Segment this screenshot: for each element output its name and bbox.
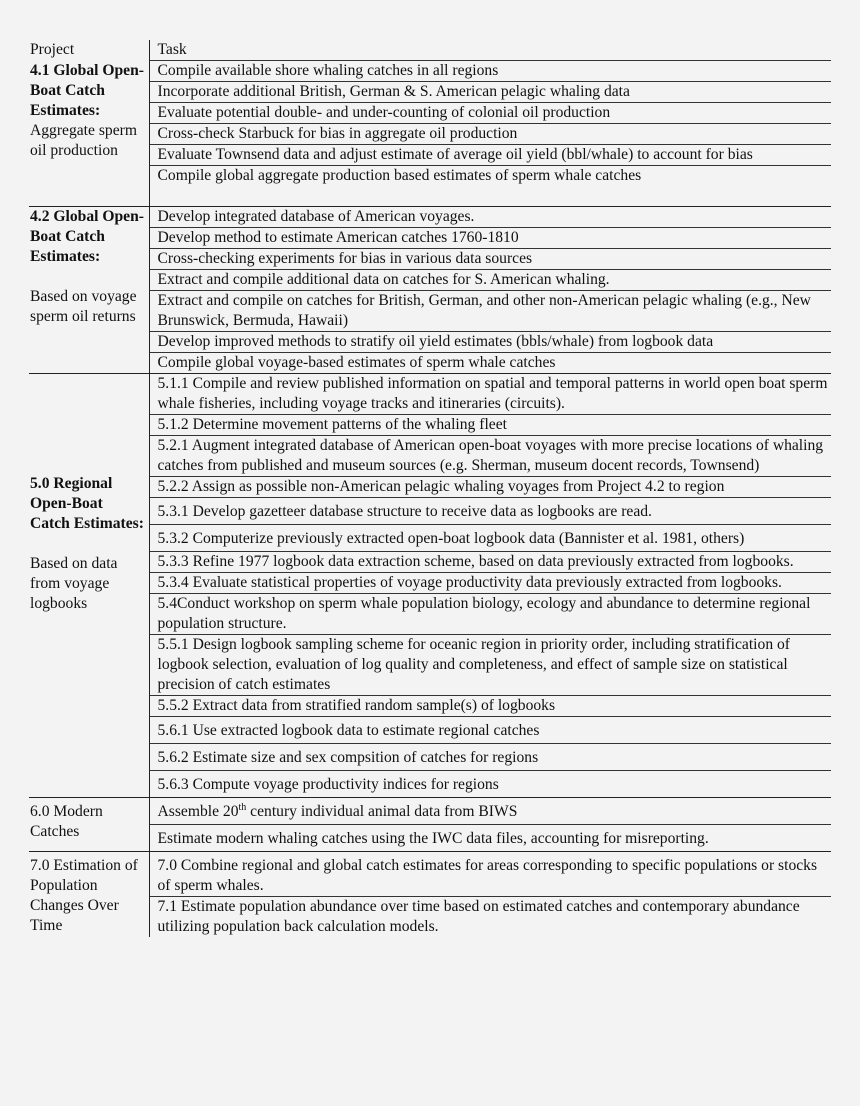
task-row: Compile global voyage-based estimates of sperm whale catches <box>149 353 831 374</box>
task-row: Develop method to estimate American catches 1760-1810 <box>149 228 831 249</box>
task-row: 5.6.2 Estimate size and sex compsition of catches for regions <box>149 744 831 771</box>
task-row: 7.1 Estimate population abundance over time based on estimated catches and contemporary abundance utilizing population back calculation models. <box>157 898 800 935</box>
task-row: 5.3.2 Computerize previously extracted open-boat logbook data (Bannister et al. 1981, others) <box>149 525 831 552</box>
superscript: th <box>238 801 247 813</box>
project-4-2-subtitle: Based on voyage sperm oil returns <box>30 288 137 325</box>
task-row: Incorporate additional British, German & S. American pelagic whaling data <box>149 82 831 103</box>
task-row: 5.1.2 Determine movement patterns of the whaling fleet <box>149 415 831 436</box>
project-4-1-subtitle: Aggregate sperm oil production <box>30 121 137 159</box>
project-5-0 <box>29 374 149 798</box>
task-row: 5.2.2 Assign as possible non-American pelagic whaling voyages from Project 4.2 to region <box>149 477 831 498</box>
task-row: Cross-check Starbuck for bias in aggregate oil production <box>149 124 831 145</box>
project-4-2-title: 4.2 Global Open-Boat Catch Estimates: <box>30 208 144 265</box>
task-row: Develop integrated database of American voyages. <box>149 207 831 228</box>
task-row: 7.0 Combine regional and global catch estimates for areas corresponding to specific populations or stocks of sperm whales. <box>149 852 831 897</box>
task-column-header: Task <box>149 40 831 61</box>
task-row: Extract and compile additional data on catches for S. American whaling. <box>149 270 831 291</box>
task-row: Evaluate potential double- and under-counting of colonial oil production <box>149 103 831 124</box>
project-6-0-title: 6.0 Modern Catches <box>29 798 149 852</box>
project-4-2 <box>29 207 149 374</box>
project-5-0-subtitle: Based on data from voyage logbooks <box>30 555 118 612</box>
task-row: Develop improved methods to stratify oil yield estimates (bbls/whale) from logbook data <box>149 332 831 353</box>
project-5-0-title: 5.0 Regional Open-Boat Catch Estimates: <box>30 475 144 532</box>
task-row: Estimate modern whaling catches using the IWC data files, accounting for misreporting. <box>149 825 831 852</box>
project-7-0-title: 7.0 Estimation of Population Changes Over Time <box>29 852 149 938</box>
task-row: 5.5.1 Design logbook sampling scheme for oceanic region in priority order, including stratification of logbook selection, evaluation of log quality and completeness, and effect of sample size on statistical precision of catch estimates <box>149 635 831 696</box>
task-text: Assemble 20 <box>157 803 239 820</box>
task-row: Evaluate Townsend data and adjust estimate of average oil yield (bbl/whale) to account for bias <box>149 145 831 166</box>
project-task-table <box>29 40 831 937</box>
task-row: 5.3.4 Evaluate statistical properties of voyage productivity data previously extracted from logbooks. <box>149 573 831 594</box>
task-text: century individual animal data from BIWS <box>246 803 518 820</box>
task-row: Extract and compile on catches for British, German, and other non-American pelagic whaling (e.g., New Brunswick, Bermuda, Hawaii) <box>149 291 831 332</box>
task-row: 5.5.2 Extract data from stratified random sample(s) of logbooks <box>149 696 831 717</box>
task-row: Compile global aggregate production based estimates of sperm whale catches <box>149 166 831 207</box>
task-row: Compile available shore whaling catches in all regions <box>149 61 831 82</box>
task-row: 5.6.3 Compute voyage productivity indices for regions <box>149 771 831 798</box>
project-4-1-title: 4.1 Global Open-Boat Catch Estimates: <box>30 61 144 119</box>
task-row <box>149 798 831 825</box>
task-row: 5.1.1 Compile and review published information on spatial and temporal patterns in world open boat sperm whale fisheries, including voyage tracks and itineraries (circuits). <box>149 374 831 415</box>
task-row: Cross-checking experiments for bias in various data sources <box>149 249 831 270</box>
task-row: 5.3.1 Develop gazetteer database structure to receive data as logbooks are read. <box>149 498 831 525</box>
task-row: 5.3.3 Refine 1977 logbook data extraction scheme, based on data previously extracted from logbooks. <box>149 552 831 573</box>
task-row: 5.4Conduct workshop on sperm whale population biology, ecology and abundance to determine regional population structure. <box>149 594 831 635</box>
task-row: 5.6.1 Use extracted logbook data to estimate regional catches <box>149 717 831 744</box>
task-row: 5.2.1 Augment integrated database of American open-boat voyages with more precise locations of whaling catches from published and museum sources (e.g. Sherman, museum docent records, Townsend) <box>149 436 831 477</box>
project-4-1 <box>29 61 149 207</box>
project-column-header: Project <box>29 40 149 61</box>
